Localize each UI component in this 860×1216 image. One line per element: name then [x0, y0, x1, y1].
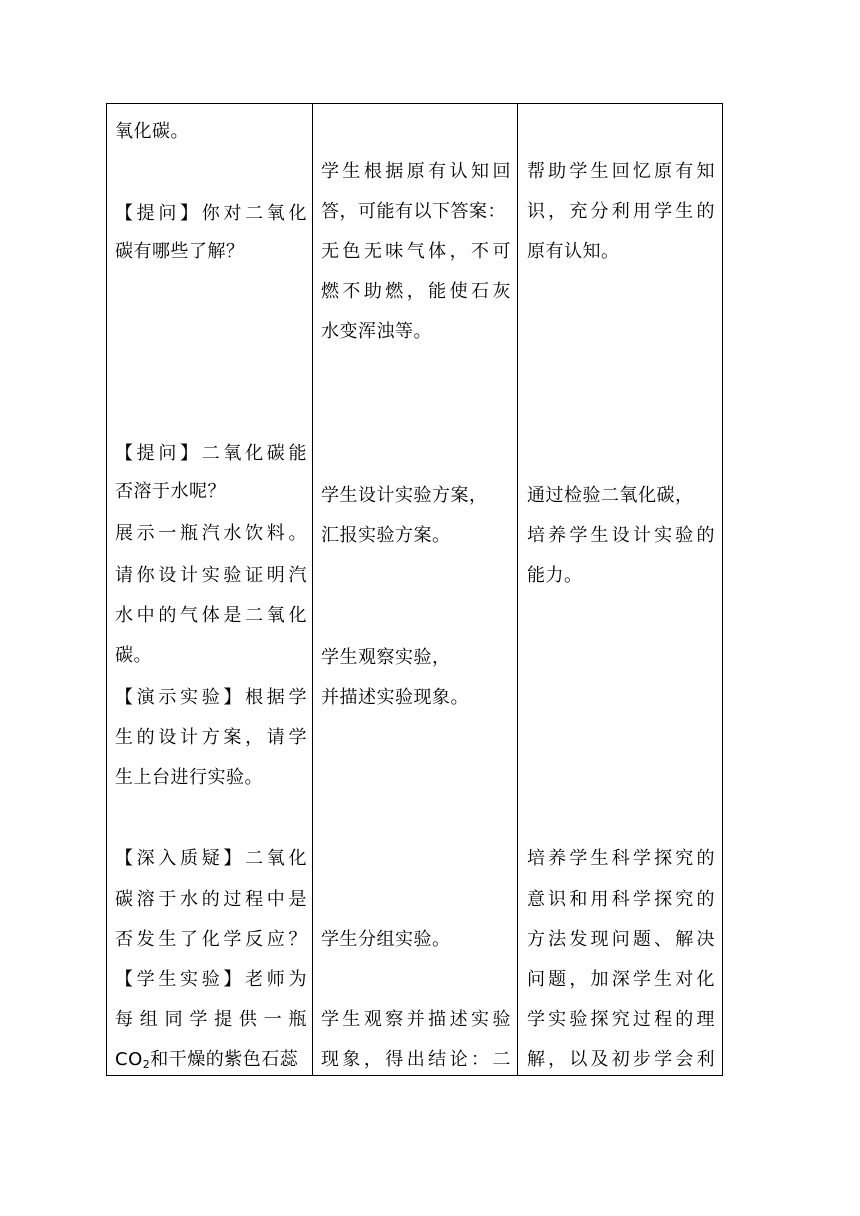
table-text-line: 识，充分利用学生的	[527, 201, 715, 222]
table-text-line	[115, 1040, 298, 1080]
table-text-line: 水中的气体是二氧化	[115, 605, 307, 626]
table-text-line: 学生分组实验。	[321, 929, 451, 950]
student-activity-cell	[321, 104, 511, 1075]
table-text-line: 【深入质疑】二氧化	[115, 848, 307, 869]
co2-subscript: 2	[142, 1058, 151, 1071]
co2-line-rest: 和干燥的紫色石蕊	[150, 1049, 299, 1070]
table-text-line: 水变浑浊等。	[321, 321, 432, 342]
lesson-table	[106, 103, 723, 1076]
design-intent-cell	[527, 104, 715, 1075]
table-text-line: 【学生实验】老师为	[115, 969, 307, 990]
table-text-line: 培养学生设计实验的	[527, 525, 715, 546]
table-text-line: 请你设计实验证明汽	[115, 565, 307, 586]
table-text-line: 通过检验二氧化碳，	[527, 485, 694, 506]
table-text-line: 原有认知。	[527, 241, 620, 262]
table-text-line: 学生观察实验，	[321, 647, 451, 668]
table-text-line: 方法发现问题、解决	[527, 929, 715, 950]
table-text-line: 培养学生科学探究的	[527, 848, 715, 869]
table-text-line: 【提问】二氧化碳能	[115, 443, 307, 464]
table-text-line: 生上台进行实验。	[115, 767, 263, 788]
co2-formula: CO	[115, 1049, 143, 1070]
table-text-line: 碳。	[115, 645, 152, 666]
table-text-line: 学生设计实验方案，	[321, 485, 488, 506]
table-text-line: 氧化碳。	[115, 121, 189, 142]
table-text-line: 燃不助燃，能使石灰	[321, 281, 511, 302]
table-text-line: 碳溶于水的过程中是	[115, 889, 307, 910]
table-text-line: 汇报实验方案。	[321, 525, 451, 546]
table-text-line: 否发生了化学反应？	[115, 929, 307, 950]
table-text-line: 否溶于水呢？	[115, 481, 226, 502]
table-text-line: 问题，加深学生对化	[527, 969, 715, 990]
table-text-line: 并描述实验现象。	[321, 687, 469, 708]
table-text-line: 【提问】你对二氧化	[115, 203, 307, 224]
table-text-line: 答，可能有以下答案：	[321, 201, 506, 222]
teacher-activity-cell	[115, 104, 307, 1075]
column-divider	[312, 104, 313, 1075]
table-text-line: 每组同学提供一瓶	[115, 1009, 307, 1030]
table-text-line: 能力。	[527, 565, 583, 586]
table-text-line: 解，以及初步学会利	[527, 1049, 715, 1070]
table-text-line: 碳有哪些了解？	[115, 241, 245, 262]
table-text-line: 无色无味气体，不可	[321, 241, 511, 262]
table-text-line: 学实验探究过程的理	[527, 1009, 715, 1030]
table-text-line: 学生观察并描述实验	[321, 1009, 511, 1030]
table-text-line: 帮助学生回忆原有知	[527, 161, 715, 182]
table-text-line: 学生根据原有认知回	[321, 161, 511, 182]
table-text-line: 展示一瓶汽水饮料。	[115, 523, 307, 544]
column-divider	[517, 104, 518, 1075]
table-text-line: 【演示实验】根据学	[115, 687, 307, 708]
table-text-line: 生的设计方案，请学	[115, 727, 307, 748]
table-text-line: 现象，得出结论：二	[321, 1049, 511, 1070]
table-text-line: 意识和用科学探究的	[527, 889, 715, 910]
